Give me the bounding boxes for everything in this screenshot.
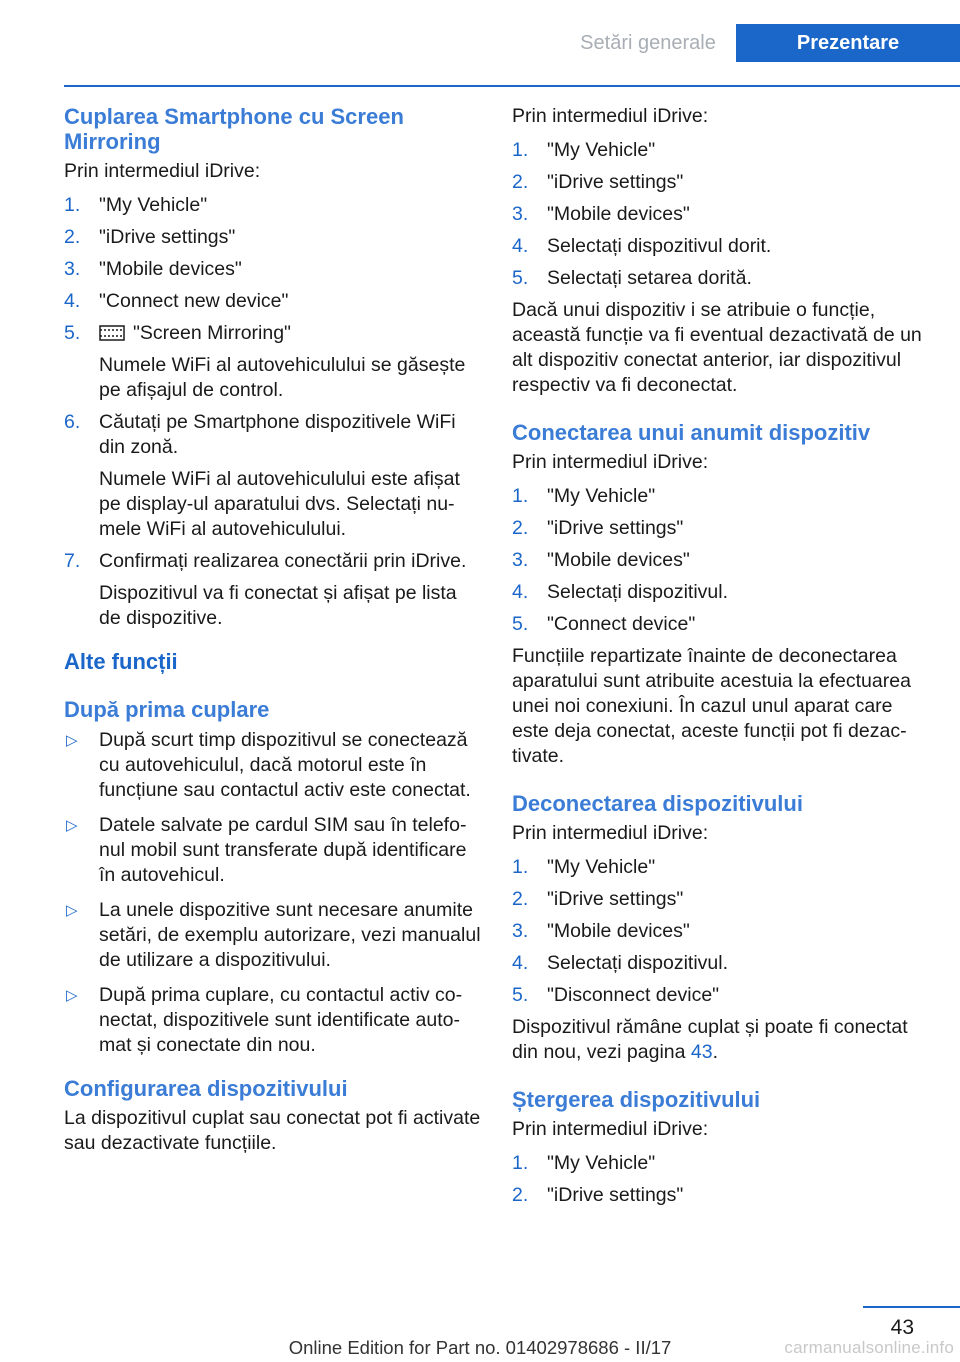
step-number: 1. bbox=[64, 194, 81, 216]
header-rule bbox=[64, 85, 960, 87]
list-item bbox=[512, 202, 932, 227]
step-number: 6. bbox=[64, 411, 81, 433]
list-item bbox=[64, 898, 482, 973]
step-number: 2. bbox=[512, 888, 529, 910]
step-number: 3. bbox=[512, 203, 529, 225]
bullet-text: La unele dispozitive sunt necesare anumite setări, de exemplu autorizare, vezi manualul de utilizare a dispozitivului. bbox=[99, 899, 481, 971]
list-item bbox=[512, 138, 932, 163]
bullet-text: Datele salvate pe cardul SIM sau în telefonul mobil sunt transferate după identificare în autovehicul. bbox=[99, 814, 467, 886]
edition-footer: Online Edition for Part no. 01402978686 - II/17 bbox=[288, 1337, 672, 1358]
bullet-list-after-pairing bbox=[64, 728, 482, 1058]
paragraph bbox=[512, 1015, 932, 1065]
list-item bbox=[512, 1151, 932, 1176]
section-title-delete-device: Ștergerea dispozitivului bbox=[512, 1087, 761, 1112]
section-title-configure-device: Configurarea dispozitivului bbox=[64, 1076, 348, 1101]
step-text: "iDrive settings" bbox=[547, 1184, 684, 1206]
step-number: 1. bbox=[512, 485, 529, 507]
list-item bbox=[64, 813, 482, 888]
step-text: Confirmați realizarea conectării prin iDrive. bbox=[99, 550, 467, 572]
step-number: 2. bbox=[512, 1184, 529, 1206]
step-text: "iDrive settings" bbox=[99, 226, 236, 248]
paragraph: Dacă unui dispozitiv i se atribuie o funcție, această funcție va fi eventual dezactivată de un alt dispozitiv conectat anterior, iar dispozitivul respectiv va fi deconectat. bbox=[512, 299, 922, 396]
page-number: 43 bbox=[890, 1316, 914, 1339]
list-item bbox=[512, 580, 932, 605]
list-item bbox=[512, 1183, 932, 1208]
step-text: "Connect device" bbox=[547, 613, 696, 635]
list-item bbox=[64, 549, 482, 631]
section-title-screen-mirroring: Cuplarea Smartphone cu Screen Mirroring bbox=[64, 104, 404, 154]
section-intro: Prin intermediul iDrive: bbox=[512, 822, 709, 844]
step-text: "My Vehicle" bbox=[547, 485, 656, 507]
step-text: "Screen Mirroring" bbox=[133, 322, 291, 344]
paragraph: Funcțiile repartizate înainte de deconectarea aparatului sunt atribuite acestuia la efectuarea unei noi conexiuni. În cazul unul aparat care este deja conectat, aceste funcții pot fi dezactivate. bbox=[512, 645, 911, 767]
step-number: 4. bbox=[512, 235, 529, 257]
steps-list-screen-mirroring bbox=[64, 193, 482, 631]
list-item bbox=[64, 257, 482, 282]
list-item bbox=[64, 321, 482, 403]
list-item bbox=[64, 225, 482, 250]
step-text: "Connect new device" bbox=[99, 290, 289, 312]
step-text: "My Vehicle" bbox=[547, 139, 656, 161]
page-link[interactable]: 43 bbox=[690, 1041, 713, 1063]
step-text: "iDrive settings" bbox=[547, 888, 684, 910]
triangle-bullet-icon: ▷ bbox=[66, 987, 78, 1004]
step-note: Dispozitivul va fi conectat și afișat pe lista de dispozitive. bbox=[99, 582, 457, 629]
list-item bbox=[64, 289, 482, 314]
step-text: Căutați pe Smartphone dispozitivele WiFi din zonă. bbox=[99, 411, 456, 458]
step-number: 4. bbox=[512, 581, 529, 603]
step-number: 4. bbox=[512, 952, 529, 974]
paragraph-text: Dispozitivul rămâne cuplat și poate fi conectat din nou, vezi pagina bbox=[512, 1016, 908, 1063]
step-number: 5. bbox=[512, 613, 529, 635]
header-tab-overview[interactable]: Prezentare bbox=[736, 24, 960, 62]
list-item bbox=[512, 516, 932, 541]
triangle-bullet-icon: ▷ bbox=[66, 732, 78, 749]
step-text: "Mobile devices" bbox=[547, 549, 690, 571]
list-item bbox=[64, 983, 482, 1058]
section-intro: Prin intermediul iDrive: bbox=[64, 160, 261, 182]
right-column bbox=[512, 100, 932, 1215]
bullet-text: După scurt timp dispozitivul se conectează cu autovehiculul, dacă motorul este în funcțiune sau contactul activ este conectat. bbox=[99, 729, 471, 801]
section-intro: Prin intermediul iDrive: bbox=[512, 451, 709, 473]
list-item bbox=[64, 410, 482, 542]
list-item bbox=[512, 234, 932, 259]
header-tab-general-settings[interactable]: Setări generale bbox=[580, 32, 716, 54]
section-title-connect-device: Conectarea unui anumit dispozitiv bbox=[512, 420, 871, 445]
list-item bbox=[512, 612, 932, 637]
list-item bbox=[512, 548, 932, 573]
step-text: "My Vehicle" bbox=[547, 856, 656, 878]
step-number: 5. bbox=[64, 322, 81, 344]
paragraph-text-end: . bbox=[712, 1041, 719, 1063]
step-text: "iDrive settings" bbox=[547, 171, 684, 193]
section-intro: Prin intermediul iDrive: bbox=[512, 1118, 709, 1140]
list-item bbox=[512, 484, 932, 509]
step-text: "Mobile devices" bbox=[99, 258, 242, 280]
list-item bbox=[64, 728, 482, 803]
list-item bbox=[512, 855, 932, 880]
step-text: Selectați dispozitivul dorit. bbox=[547, 235, 772, 257]
step-number: 1. bbox=[512, 856, 529, 878]
left-column bbox=[64, 100, 482, 1156]
page-header bbox=[0, 24, 960, 62]
footer-rule bbox=[863, 1306, 960, 1308]
step-note: Numele WiFi al autovehiculului este afișat pe display-ul aparatului dvs. Selectați numele WiFi al autovehiculului. bbox=[99, 468, 460, 540]
step-number: 3. bbox=[512, 549, 529, 571]
step-number: 2. bbox=[64, 226, 81, 248]
step-text: Selectați setarea dorită. bbox=[547, 267, 752, 289]
step-number: 5. bbox=[512, 267, 529, 289]
bullet-text: După prima cuplare, cu contactul activ conectat, dispozitivele sunt identificate automat și conectate din nou. bbox=[99, 984, 463, 1056]
list-item bbox=[512, 266, 932, 291]
step-text: Selectați dispozitivul. bbox=[547, 952, 729, 974]
steps-list-settings bbox=[512, 138, 932, 291]
list-item bbox=[64, 193, 482, 218]
steps-list-disconnect bbox=[512, 855, 932, 1008]
steps-list-delete bbox=[512, 1151, 932, 1208]
step-text: "My Vehicle" bbox=[547, 1152, 656, 1174]
section-intro: Prin intermediul iDrive: bbox=[512, 105, 709, 127]
step-number: 2. bbox=[512, 517, 529, 539]
step-number: 7. bbox=[64, 550, 81, 572]
step-number: 5. bbox=[512, 984, 529, 1006]
watermark: carmanualsonline.info bbox=[784, 1338, 954, 1357]
list-item bbox=[512, 919, 932, 944]
step-number: 4. bbox=[64, 290, 81, 312]
step-text: "Mobile devices" bbox=[547, 920, 690, 942]
step-number: 3. bbox=[512, 920, 529, 942]
step-text: "My Vehicle" bbox=[99, 194, 208, 216]
triangle-bullet-icon: ▷ bbox=[66, 817, 78, 834]
list-item bbox=[512, 170, 932, 195]
list-item bbox=[512, 951, 932, 976]
chapter-title-other-functions: Alte funcții bbox=[64, 649, 178, 674]
triangle-bullet-icon: ▷ bbox=[66, 902, 78, 919]
section-title-disconnect-device: Deconectarea dispozitivului bbox=[512, 791, 803, 816]
step-text: "Disconnect device" bbox=[547, 984, 720, 1006]
steps-list-connect bbox=[512, 484, 932, 637]
step-text: "Mobile devices" bbox=[547, 203, 690, 225]
step-text: "iDrive settings" bbox=[547, 517, 684, 539]
step-text: Selectați dispozitivul. bbox=[547, 581, 729, 603]
step-number: 3. bbox=[64, 258, 81, 280]
step-number: 1. bbox=[512, 1152, 529, 1174]
section-title-after-first-pairing: După prima cuplare bbox=[64, 697, 270, 722]
list-item bbox=[512, 983, 932, 1008]
step-number: 2. bbox=[512, 171, 529, 193]
paragraph: La dispozitivul cuplat sau conectat pot fi activate sau dezactivate funcțiile. bbox=[64, 1107, 481, 1154]
step-number: 1. bbox=[512, 139, 529, 161]
list-item bbox=[512, 887, 932, 912]
step-note: Numele WiFi al autovehiculului se găsește pe afișajul de control. bbox=[99, 354, 466, 401]
screen-mirroring-icon bbox=[99, 323, 125, 339]
